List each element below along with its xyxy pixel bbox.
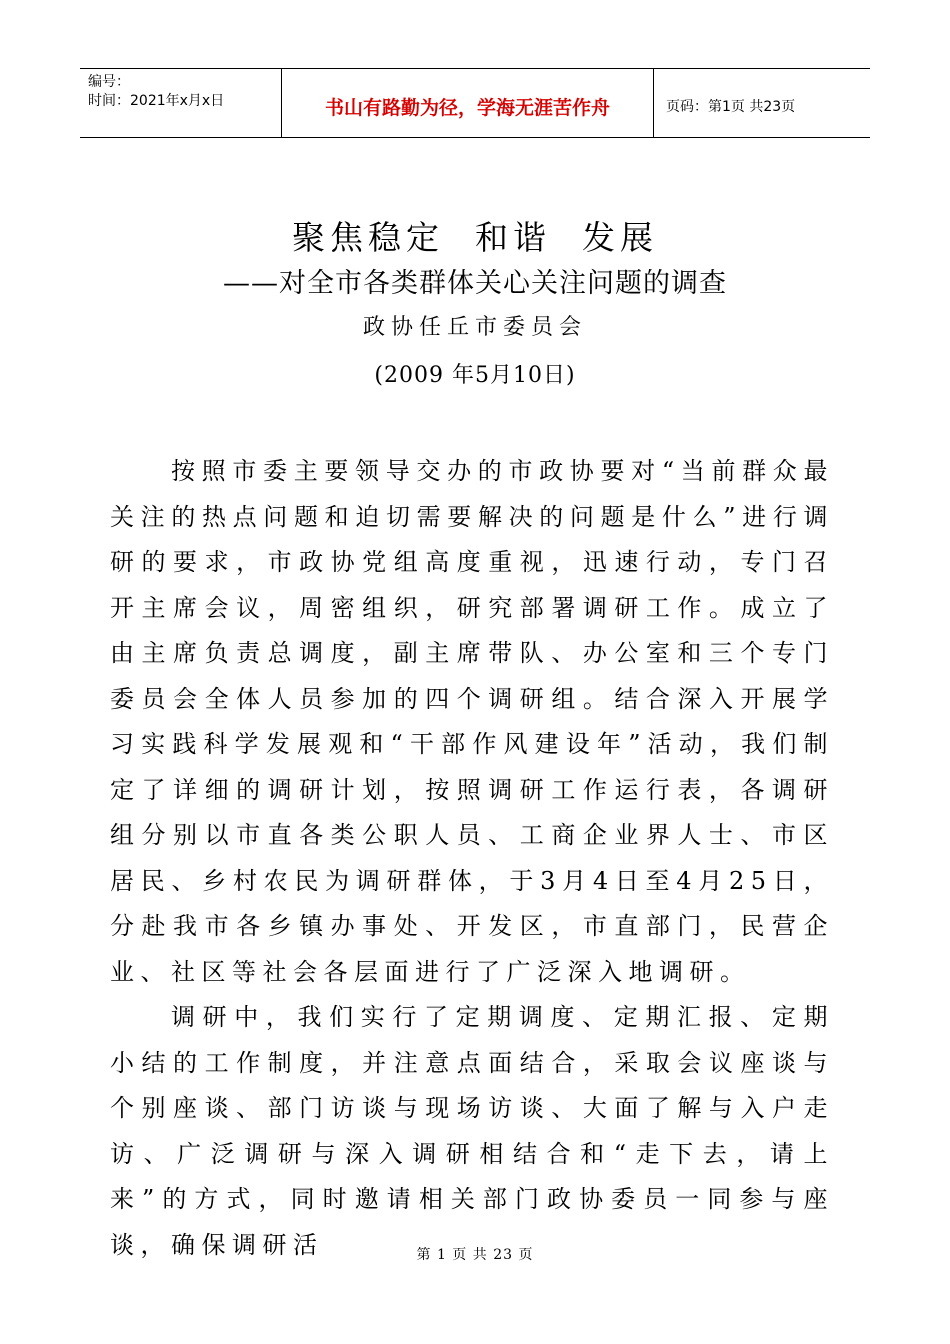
motto-text: 书山有路勤为径，学海无涯苦作舟 (324, 96, 610, 119)
header-motto-cell (282, 69, 654, 137)
number-label: 编号： (88, 74, 130, 90)
body-paragraph: 按照市委主要领导交办的市政协要对“当前群众最关注的热点问题和迫切需要解决的问题是什么”进行调研的要求，市政协党组高度重视，迅速行动，专门召开主席会议，周密组织，研究部署调研工作。成立了由主席负责总调度，副主席带队、办公室和三个专门委员会全体人员参加的四个调研组。结合深入开展学习实践科学发展观和“干部作风建设年”活动，我们制定了详细的调研计划，按照调研工作运行表，各调研组分别以市直各类公职人员、工商企业界人士、市区居民、乡村农民为调研群体，于3月4日至4月25日，分赴我市各乡镇办事处、开发区，市直部门，民营企业、社区等社会各层面进行了广泛深入地调研。 (110, 457, 834, 986)
page-header (80, 68, 870, 138)
document-title: 聚焦稳定 和谐 发展 (292, 218, 658, 257)
time-label: 时间：2021年x月x日 (88, 93, 225, 109)
page-info: 页码：第1页 共23页 (666, 99, 796, 115)
document-subtitle: ——对全市各类群体关心关注问题的调查 (223, 268, 727, 299)
body-paragraph: 调研中，我们实行了定期调度、定期汇报、定期小结的工作制度，并注意点面结合，采取会议座谈与个别座谈、部门访谈与现场访谈、大面了解与入户走访、广泛调研与深入调研相结合和“走下去，请上来”的方式，同时邀请相关部门政协委员一同参与座谈，确保调研活 (110, 1003, 834, 1259)
page-footer: 第 1 页 共 23 页 (416, 1247, 534, 1263)
header-meta-cell (80, 69, 282, 137)
document-date: (2009 年5月10日) (374, 363, 576, 388)
document-organization: 政协任丘市委员会 (362, 315, 587, 340)
header-page-cell (654, 69, 870, 137)
